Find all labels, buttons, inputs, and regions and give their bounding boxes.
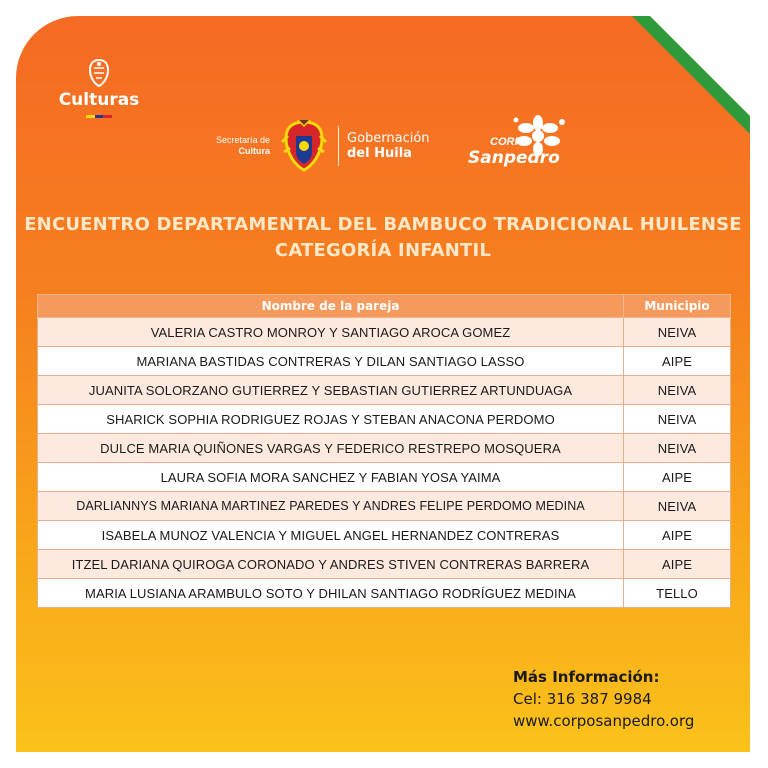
pareja-cell: VALERIA CASTRO MONROY Y SANTIAGO AROCA GOMEZ [38, 318, 624, 347]
municipio-cell: AIPE [624, 463, 731, 492]
municipio-cell: AIPE [624, 347, 731, 376]
corner-white-triangle [650, 16, 750, 116]
table-row [38, 550, 731, 579]
pareja-cell: JUANITA SOLORZANO GUTIERREZ Y SEBASTIAN GUTIERREZ ARTUNDUAGA [38, 376, 624, 405]
pareja-cell: DARLIANNYS MARIANA MARTINEZ PAREDES Y ANDRES FELIPE PERDOMO MEDINA [38, 492, 624, 521]
table-header-row [38, 295, 731, 318]
municipio-cell: AIPE [624, 521, 731, 550]
corpo-label: CORPO [490, 136, 531, 148]
municipio-cell: AIPE [624, 550, 731, 579]
sanpedro-label: Sanpedro [468, 148, 560, 168]
pareja-cell: ITZEL DARIANA QUIROGA CORONADO Y ANDRES STIVEN CONTRERAS BARRERA [38, 550, 624, 579]
poster [16, 16, 750, 752]
table-row [38, 521, 731, 550]
table-row [38, 318, 731, 347]
table-row [38, 463, 731, 492]
website-link[interactable]: www.corposanpedro.org [513, 712, 695, 730]
page-title [16, 212, 750, 264]
participants-table [37, 294, 730, 608]
colombia-flag-bar [86, 115, 112, 118]
municipio-cell: NEIVA [624, 376, 731, 405]
pareja-cell: MARIANA BASTIDAS CONTRERAS Y DILAN SANTIAGO LASSO [38, 347, 624, 376]
municipio-cell: NEIVA [624, 434, 731, 463]
logo-ministerio-cultura [54, 58, 144, 118]
cel-label: Cel: [513, 690, 542, 708]
table-row [38, 347, 731, 376]
gobernacion-label: Gobernación del Huila [347, 131, 430, 161]
phone-line [513, 688, 694, 710]
title-line-1: ENCUENTRO DEPARTAMENTAL DEL BAMBUCO TRADICIONAL HUILENSE [24, 214, 742, 235]
municipio-cell: NEIVA [624, 318, 731, 347]
logo-corposanpedro [466, 114, 576, 174]
logo-gobernacion-huila [200, 118, 430, 174]
header-municipio: Municipio [624, 295, 731, 318]
huila-shield-icon [278, 118, 330, 174]
secretaria-cultura-label: Secretaría de Cultura [215, 135, 270, 156]
title-line-2: CATEGORÍA INFANTIL [274, 240, 492, 261]
cel-value: 316 387 9984 [546, 690, 652, 708]
logo-cultura-name: Culturas [58, 90, 140, 110]
coat-of-arms-icon [85, 58, 113, 88]
contact-info [513, 666, 694, 732]
municipio-cell: NEIVA [624, 405, 731, 434]
pareja-cell: ISABELA MUNOZ VALENCIA Y MIGUEL ANGEL HERNANDEZ CONTRERAS [38, 521, 624, 550]
table-row [38, 376, 731, 405]
municipio-cell: NEIVA [624, 492, 731, 521]
pareja-cell: LAURA SOFIA MORA SANCHEZ Y FABIAN YOSA YAIMA [38, 463, 624, 492]
pareja-cell: MARIA LUSIANA ARAMBULO SOTO Y DHILAN SANTIAGO RODRÍGUEZ MEDINA [38, 579, 624, 608]
header-nombre: Nombre de la pareja [38, 295, 624, 318]
table-row [38, 405, 731, 434]
logo-divider [338, 126, 339, 166]
info-heading: Más Información: [513, 668, 660, 686]
pareja-cell: DULCE MARIA QUIÑONES VARGAS Y FEDERICO RESTREPO MOSQUERA [38, 434, 624, 463]
table-row [38, 492, 731, 521]
table-row [38, 579, 731, 608]
municipio-cell: TELLO [624, 579, 731, 608]
table-row [38, 434, 731, 463]
pareja-cell: SHARICK SOPHIA RODRIGUEZ ROJAS Y STEBAN ANACONA PERDOMO [38, 405, 624, 434]
